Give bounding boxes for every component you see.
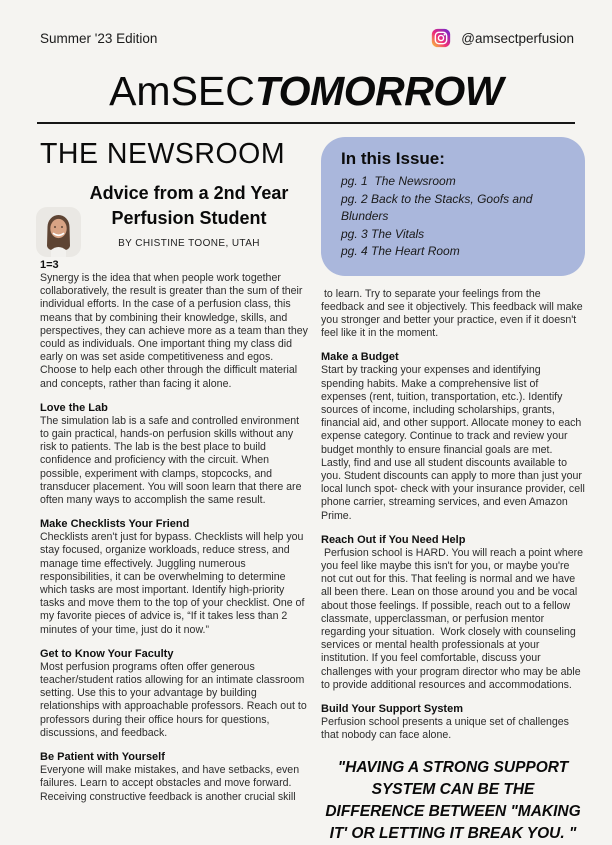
issue-item-pg4: pg. 4 The Heart Room <box>341 244 460 258</box>
section-body: Perfusion school is HARD. You will reach a point where you feel like maybe this isn't for you, or maybe you're not cut out for this. That feeling is normal and we have all been there. Lean on those around you and be vocal about those feelings. If possible, reach out to a fellow classmate, upperclassman, or perfusion mentor regarding your situation. Work closely with counseling services or mental health professionals at your institution. If you feel comfortable, discuss your challenges with your program director who may be able to provide additional resources and accommodations. <box>321 546 586 691</box>
section-body: Perfusion school presents a unique set of challenges that nobody can face alone. <box>321 715 572 742</box>
section-body: Synergy is the idea that when people work together collaboratively, the result is greater than the sum of their individual efforts. In the case of a perfusion class, this means that by combining their knowledge, skills, and perspectives, they can achieve more as a team than they could as individuals. One important thing my class did early on was set aside competitiveness and egos. Choose to help each other through the difficult material and concepts, rather than facing it alone. <box>40 272 311 390</box>
article-section-synergy <box>40 259 311 391</box>
article-section-love-the-lab <box>40 402 308 507</box>
article-section-continuation <box>321 288 585 341</box>
section-heading: Reach Out if You Need Help <box>321 533 466 546</box>
author-avatar <box>36 207 81 257</box>
section-heading: Love the Lab <box>40 401 108 414</box>
section-body: Start by tracking your expenses and identifying spending habits. Make a comprehensive list of expenses (rent, tuition, transportation, etc.). Identify sources of income, including scholarships, grants, financial aid, and other support. Allocate money to each expense category. Continue to track and review your budget monthly to ensure financial goals are met. Lastly, find and use all student discounts available to you. Student discounts can apply to more than just your local lunch spot- check with your insurance provider, cell phone carrier, streaming services, and even Amazon Prime. <box>321 364 588 522</box>
section-body: Most perfusion programs often offer generous teacher/student ratios allowing for an intimate classroom setting. Use this to your advantage by building relationships with approachable professors. Reach out to professors during their office hours for questions, discussions, and feedback. <box>40 660 310 739</box>
page-title: THE NEWSROOM <box>40 138 286 170</box>
article-section-budget <box>321 351 588 522</box>
masthead-prefix: AmSEC <box>109 68 255 114</box>
article-section-checklists <box>40 518 308 637</box>
article-title <box>70 181 308 231</box>
article-section-patience <box>40 751 308 804</box>
article-section-support-system <box>321 703 585 742</box>
left-column <box>40 132 311 845</box>
article-title-line1: Advice from a 2nd Year <box>89 183 289 203</box>
masthead-suffix: TOMORROW <box>254 68 503 114</box>
section-heading: Make a Budget <box>321 351 399 364</box>
pull-quote: "HAVING A STRONG SUPPORT SYSTEM CAN BE THE DIFFERENCE BETWEEN "MAKING IT' OR LETTING IT BREAK YOU. " <box>325 759 581 843</box>
article-title-line2: Perfusion Student <box>111 208 267 228</box>
section-heading: Get to Know Your Faculty <box>40 647 174 660</box>
issue-item-pg2: pg. 2 Back to the Stacks, Goofs and Blunders <box>341 191 536 223</box>
article-byline: BY CHISTINE TOONE, UTAH <box>118 238 260 249</box>
section-heading: 1=3 <box>40 259 59 271</box>
section-body: Everyone will make mistakes, and have setbacks, even failures. Learn to accept obstacles and move forward. Receiving constructive feedback is another crucial skill <box>40 764 303 803</box>
in-this-issue-box <box>321 137 585 276</box>
section-body: The simulation lab is a safe and controlled environment to gain practical, hands-on perfusion skills without any risk to patients. The lab is the best place to build confidence and proficiency with the circuit. When possible, experiment with clamps, stopcocks, and transducer placement. You will soon learn that there are often many ways to accomplish the same result. <box>40 414 305 507</box>
section-body: to learn. Try to separate your feelings from the feedback and see it objectively. This feedback will make you stronger and better your practice, even if it doesn't feel like it in the moment. <box>321 287 586 340</box>
section-heading: Be Patient with Yourself <box>40 751 165 764</box>
section-heading: Build Your Support System <box>321 702 463 715</box>
page-content <box>0 124 612 845</box>
issue-item-pg3: pg. 3 The Vitals <box>341 226 425 241</box>
top-bar <box>0 0 612 48</box>
right-column <box>321 132 588 845</box>
article-section-reach-out <box>321 534 585 692</box>
edition-label: Summer '23 Edition <box>40 30 158 46</box>
instagram-icon <box>431 28 451 48</box>
article-section-faculty <box>40 648 308 740</box>
article-header <box>40 181 308 249</box>
newsletter-masthead <box>0 69 612 113</box>
section-body: Checklists aren't just for bypass. Checklists will help you stay focused, organize workloads, reduce stress, and manage time effectively. Juggling numerous responsibilities, it can be overwhelming to determine which tasks are most important. Identify high-priority tasks and move them to the top of your checklist. One of my favorite pieces of advice is, “If it takes less than 2 minutes of your time, just do it now.” <box>40 531 308 636</box>
issue-item-pg1: pg. 1 The Newsroom <box>341 174 456 188</box>
issue-box-title: In this Issue: <box>341 149 445 168</box>
instagram-row <box>431 28 574 48</box>
section-heading: Make Checklists Your Friend <box>40 518 190 531</box>
instagram-handle: @amsectperfusion <box>461 30 574 46</box>
